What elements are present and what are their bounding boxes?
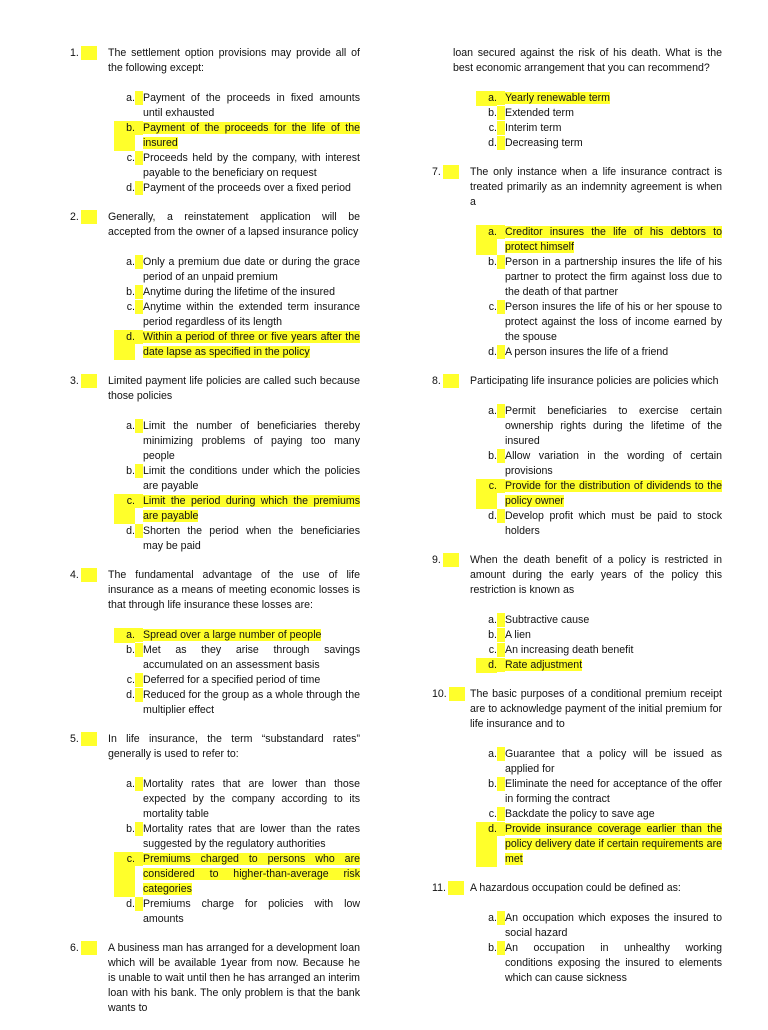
highlight-box — [135, 822, 143, 836]
answer-text: A person insures the life of a friend — [505, 346, 669, 358]
answer-text: An occupation in unhealthy working conditions exposing the insured to elements which can cause sickness — [505, 942, 722, 984]
option-text — [143, 151, 360, 181]
question-text: The settlement option provisions may provide all of the following except: — [108, 47, 360, 74]
option-item — [476, 121, 722, 136]
question-number — [432, 374, 470, 389]
answer-text: Person in a partnership insures the life of his partner to protect the firm against loss due to the death of that partner — [505, 256, 722, 298]
answer-text: Interim term — [505, 122, 562, 134]
question-number — [70, 732, 108, 762]
question-item — [70, 210, 360, 360]
highlighted-answer-text: Provide for the distribution of dividends to the policy owner — [505, 480, 722, 507]
number-highlight — [443, 165, 459, 179]
option-item — [114, 673, 360, 688]
question-item — [432, 687, 722, 867]
option-item — [476, 628, 722, 643]
option-text — [143, 285, 360, 300]
answer-text: An increasing death benefit — [505, 644, 634, 656]
option-text — [505, 509, 722, 539]
options-list — [432, 911, 722, 986]
option-letter: c. — [488, 808, 497, 820]
number-highlight — [81, 732, 97, 746]
question-number-text: 5. — [70, 733, 79, 745]
question-number-text: 8. — [432, 375, 441, 387]
answer-text: Anytime during the lifetime of the insured — [143, 286, 335, 298]
highlight-box — [497, 613, 505, 627]
option-letter: d. — [476, 658, 497, 673]
option-item — [114, 643, 360, 673]
option-letter: c. — [488, 644, 497, 656]
answer-text: Guarantee that a policy will be issued as applied for — [505, 748, 722, 775]
question-number — [70, 568, 108, 613]
option-text — [143, 643, 360, 673]
option-text — [505, 225, 722, 255]
number-highlight — [448, 881, 464, 895]
option-item — [476, 255, 722, 300]
option-text — [143, 464, 360, 494]
highlight-box — [497, 345, 505, 359]
highlighted-answer-text: Limit the period during which the premiums are payable — [143, 495, 360, 522]
options-list — [432, 747, 722, 867]
highlighted-answer-text: Creditor insures the life of his debtors to protect himself — [505, 226, 722, 253]
question-number-text: 4. — [70, 569, 79, 581]
question-text: When the death benefit of a policy is restricted in amount during the early years of the policy this restriction is known as — [470, 554, 722, 596]
option-text — [505, 255, 722, 300]
options-list — [70, 628, 360, 718]
option-text — [143, 688, 360, 718]
option-text — [505, 747, 722, 777]
highlight-box — [135, 255, 143, 269]
option-text — [505, 121, 722, 136]
question-number — [432, 687, 470, 732]
highlight-box — [497, 777, 505, 791]
option-letter: d. — [114, 330, 135, 360]
left-column — [70, 46, 360, 1030]
question-number — [70, 941, 108, 1016]
option-item — [476, 106, 722, 121]
option-item — [476, 822, 722, 867]
question-text: Limited payment life policies are called such because those policies — [108, 375, 360, 402]
option-letter: a. — [476, 225, 497, 255]
number-highlight — [81, 46, 97, 60]
highlight-box — [135, 643, 143, 657]
answer-text: Permit beneficiaries to exercise certain ownership rights during the lifetime of the insured — [505, 405, 722, 447]
question-text: loan secured against the risk of his death. What is the best economic arrangement that you can recommend? — [453, 47, 722, 74]
option-text — [143, 897, 360, 927]
option-letter: d. — [126, 689, 135, 701]
option-item — [476, 479, 722, 509]
option-item — [114, 330, 360, 360]
option-text — [505, 807, 722, 822]
option-letter: a. — [488, 748, 497, 760]
highlight-box — [135, 897, 143, 911]
option-item — [114, 524, 360, 554]
option-item — [114, 285, 360, 300]
number-highlight — [449, 687, 465, 701]
highlight-box — [135, 151, 143, 165]
question-item — [432, 374, 722, 539]
question-item — [432, 553, 722, 673]
option-text — [505, 628, 722, 643]
option-text — [505, 300, 722, 345]
question-item — [70, 732, 360, 927]
question-6-continuation — [432, 46, 722, 151]
highlighted-answer-text: Premiums charged to persons who are considered to higher-than-average risk categories — [143, 853, 360, 895]
question-number-text: 11. — [432, 882, 446, 894]
option-item — [476, 747, 722, 777]
option-item — [476, 941, 722, 986]
answer-text: Develop profit which must be paid to stock holders — [505, 510, 722, 537]
answer-text: Mortality rates that are lower than the rates suggested by the regulatory authorities — [143, 823, 360, 850]
highlighted-answer-text: Rate adjustment — [505, 659, 583, 671]
option-letter: b. — [488, 450, 497, 462]
options-list — [70, 419, 360, 554]
highlight-box — [497, 747, 505, 761]
option-letter: a. — [126, 92, 135, 104]
options-list — [432, 404, 722, 539]
question-text: The fundamental advantage of the use of life insurance as a means of meeting economic losses is that through life insurance these losses are: — [108, 569, 360, 611]
option-item — [476, 449, 722, 479]
number-highlight — [443, 553, 459, 567]
option-item — [114, 852, 360, 897]
option-item — [476, 658, 722, 673]
option-text — [505, 613, 722, 628]
highlight-box — [135, 494, 143, 508]
answer-text: Payment of the proceeds over a fixed period — [143, 182, 351, 194]
highlight-box — [497, 822, 505, 836]
answer-text: Anytime within the extended term insurance period regardless of its length — [143, 301, 360, 328]
question-text: A hazardous occupation could be defined as: — [470, 882, 681, 894]
option-text — [143, 777, 360, 822]
option-item — [114, 628, 360, 643]
answer-text: Deferred for a specified period of time — [143, 674, 321, 686]
option-item — [114, 151, 360, 181]
option-letter: d. — [476, 822, 497, 867]
answer-text: Met as they arise through savings accumulated on an assessment basis — [143, 644, 360, 671]
option-item — [476, 225, 722, 255]
highlight-box — [135, 181, 143, 195]
question-text: A business man has arranged for a development loan which will be available 1year from now. Because he is unable to wait until then he has arranged an interim loan with his bank. The only problem is that the bank wants to — [108, 942, 360, 1014]
option-item — [476, 807, 722, 822]
option-text — [143, 494, 360, 524]
option-item — [476, 911, 722, 941]
option-item — [114, 300, 360, 330]
highlighted-answer-text: Spread over a large number of people — [143, 629, 322, 641]
option-letter: c. — [126, 674, 135, 686]
option-letter: c. — [488, 122, 497, 134]
option-letter: a. — [126, 420, 135, 432]
option-letter: b. — [488, 778, 497, 790]
answer-text: Limit the conditions under which the policies are payable — [143, 465, 360, 492]
option-letter: b. — [126, 286, 135, 298]
answer-text: Payment of the proceeds in fixed amounts until exhausted — [143, 92, 360, 119]
question-number — [70, 210, 108, 240]
highlight-box — [497, 91, 505, 105]
answer-text: Decreasing term — [505, 137, 583, 149]
option-item — [114, 688, 360, 718]
option-item — [114, 822, 360, 852]
option-item — [114, 181, 360, 196]
answer-text: Extended term — [505, 107, 574, 119]
answer-text: An occupation which exposes the insured to social hazard — [505, 912, 722, 939]
highlight-box — [135, 91, 143, 105]
option-letter: b. — [488, 942, 497, 954]
answer-text: Mortality rates that are lower than those expected by the company according to its mortality table — [143, 778, 360, 820]
option-text — [143, 628, 360, 643]
highlight-box — [135, 852, 143, 866]
option-item — [114, 897, 360, 927]
highlight-box — [497, 658, 505, 672]
option-text — [505, 658, 722, 673]
option-letter: d. — [126, 898, 135, 910]
option-letter: c. — [126, 301, 135, 313]
option-text — [505, 911, 722, 941]
option-item — [476, 613, 722, 628]
options-list — [70, 91, 360, 196]
answer-text: Shorten the period when the beneficiaries may be paid — [143, 525, 360, 552]
number-highlight — [81, 568, 97, 582]
question-text: Generally, a reinstatement application will be accepted from the owner of a lapsed insurance policy — [108, 211, 360, 238]
option-letter: a. — [114, 628, 135, 643]
answer-text: Backdate the policy to save age — [505, 808, 655, 820]
option-text — [505, 941, 722, 986]
option-text — [505, 106, 722, 121]
option-item — [476, 345, 722, 360]
option-text — [143, 91, 360, 121]
highlight-box — [497, 479, 505, 493]
answer-text: Person insures the life of his or her spouse to protect against the loss of income earned by the spouse — [505, 301, 722, 343]
option-text — [505, 136, 722, 151]
question-text: The basic purposes of a conditional premium receipt are to acknowledge payment of the initial premium for life insurance and to — [470, 688, 722, 730]
options-list — [432, 613, 722, 673]
highlight-box — [135, 524, 143, 538]
option-text — [505, 345, 722, 360]
highlight-box — [497, 911, 505, 925]
question-number-text: 10. — [432, 688, 447, 700]
option-text — [505, 479, 722, 509]
highlight-box — [497, 255, 505, 269]
options-list — [70, 255, 360, 360]
option-letter: b. — [488, 107, 497, 119]
question-number — [432, 881, 470, 896]
answer-text: A lien — [505, 629, 531, 641]
answer-text: Limit the number of beneficiaries thereby minimizing problems of paying too many people — [143, 420, 360, 462]
option-letter: d. — [488, 510, 497, 522]
highlight-box — [135, 777, 143, 791]
question-number-text: 7. — [432, 166, 441, 178]
question-text: The only instance when a life insurance contract is treated primarily as an indemnity agreement is when a — [470, 166, 722, 208]
option-item — [476, 643, 722, 658]
option-text — [143, 852, 360, 897]
highlight-box — [497, 509, 505, 523]
highlight-box — [135, 464, 143, 478]
option-letter: d. — [488, 137, 497, 149]
question-number-text: 1. — [70, 47, 79, 59]
option-text — [505, 777, 722, 807]
option-letter: a. — [126, 778, 135, 790]
highlight-box — [135, 673, 143, 687]
option-letter: a. — [476, 91, 497, 106]
answer-text: Premiums charge for policies with low amounts — [143, 898, 360, 925]
option-text — [505, 822, 722, 867]
option-item — [114, 255, 360, 285]
option-letter: a. — [488, 405, 497, 417]
right-column — [432, 46, 722, 1000]
option-letter: a. — [126, 256, 135, 268]
option-item — [114, 419, 360, 464]
highlighted-answer-text: Provide insurance coverage earlier than the policy delivery date if certain requirements are met — [505, 823, 722, 865]
highlight-box — [497, 807, 505, 821]
option-letter: c. — [488, 301, 497, 313]
option-text — [143, 300, 360, 330]
question-item — [432, 881, 722, 986]
highlighted-answer-text: Within a period of three or five years after the date lapse as specified in the policy — [143, 331, 360, 358]
highlight-box — [135, 121, 143, 135]
options-list — [432, 225, 722, 360]
option-item — [476, 777, 722, 807]
option-item — [114, 464, 360, 494]
highlight-box — [497, 106, 505, 120]
highlight-box — [497, 628, 505, 642]
answer-text: Eliminate the need for acceptance of the offer in forming the contract — [505, 778, 722, 805]
question-number-text: 9. — [432, 554, 441, 566]
highlight-box — [135, 628, 143, 642]
highlighted-answer-text: Yearly renewable term — [505, 92, 611, 104]
highlight-box — [497, 300, 505, 314]
highlighted-answer-text: Payment of the proceeds for the life of the insured — [143, 122, 360, 149]
question-number — [70, 46, 108, 76]
question-number — [70, 374, 108, 404]
number-highlight — [81, 210, 97, 224]
question-number-text: 3. — [70, 375, 79, 387]
highlight-box — [135, 330, 143, 344]
question-item — [70, 46, 360, 196]
question-number — [432, 553, 470, 598]
question-item — [70, 568, 360, 718]
answer-text: Allow variation in the wording of certain provisions — [505, 450, 722, 477]
number-highlight — [81, 941, 97, 955]
option-text — [143, 255, 360, 285]
option-item — [476, 509, 722, 539]
question-item — [432, 165, 722, 360]
option-text — [143, 330, 360, 360]
option-letter: c. — [114, 852, 135, 897]
options-list — [70, 777, 360, 927]
number-highlight — [443, 374, 459, 388]
question-item — [70, 374, 360, 554]
option-item — [476, 404, 722, 449]
answer-text: Only a premium due date or during the grace period of an unpaid premium — [143, 256, 360, 283]
option-text — [143, 419, 360, 464]
highlight-box — [497, 643, 505, 657]
option-letter: b. — [488, 629, 497, 641]
option-item — [114, 121, 360, 151]
highlight-box — [135, 688, 143, 702]
highlight-box — [497, 404, 505, 418]
highlight-box — [497, 136, 505, 150]
option-text — [143, 524, 360, 554]
option-item — [476, 91, 722, 106]
highlight-box — [497, 449, 505, 463]
option-text — [505, 449, 722, 479]
highlight-box — [497, 225, 505, 239]
options-list — [432, 91, 722, 151]
option-text — [143, 121, 360, 151]
option-text — [505, 404, 722, 449]
option-letter: c. — [126, 152, 135, 164]
option-item — [476, 300, 722, 345]
highlight-box — [135, 285, 143, 299]
option-item — [114, 494, 360, 524]
option-letter: b. — [126, 823, 135, 835]
highlight-box — [135, 419, 143, 433]
question-item — [70, 941, 360, 1016]
answer-text: Reduced for the group as a whole through the multiplier effect — [143, 689, 360, 716]
question-text: In life insurance, the term “substandard rates” generally is used to refer to: — [108, 733, 360, 760]
option-letter: b. — [126, 644, 135, 656]
option-letter: a. — [488, 912, 497, 924]
option-item — [114, 777, 360, 822]
answer-text: Proceeds held by the company, with interest payable to the beneficiary on request — [143, 152, 360, 179]
question-number — [432, 165, 470, 210]
option-letter: a. — [488, 614, 497, 626]
option-letter: d. — [126, 525, 135, 537]
option-letter: c. — [114, 494, 135, 524]
option-item — [476, 136, 722, 151]
option-letter: d. — [488, 346, 497, 358]
highlight-box — [135, 300, 143, 314]
option-text — [505, 91, 722, 106]
option-letter: b. — [126, 465, 135, 477]
highlight-box — [497, 941, 505, 955]
option-text — [143, 181, 360, 196]
number-highlight — [81, 374, 97, 388]
question-text: Participating life insurance policies are policies which — [470, 375, 719, 387]
option-letter: c. — [476, 479, 497, 509]
question-number-text: 2. — [70, 211, 79, 223]
option-letter: d. — [126, 182, 135, 194]
option-letter: b. — [488, 256, 497, 268]
option-item — [114, 91, 360, 121]
highlight-box — [497, 121, 505, 135]
question-number-text: 6. — [70, 942, 79, 954]
option-text — [143, 673, 360, 688]
answer-text: Subtractive cause — [505, 614, 590, 626]
option-letter: b. — [114, 121, 135, 151]
option-text — [143, 822, 360, 852]
option-text — [505, 643, 722, 658]
